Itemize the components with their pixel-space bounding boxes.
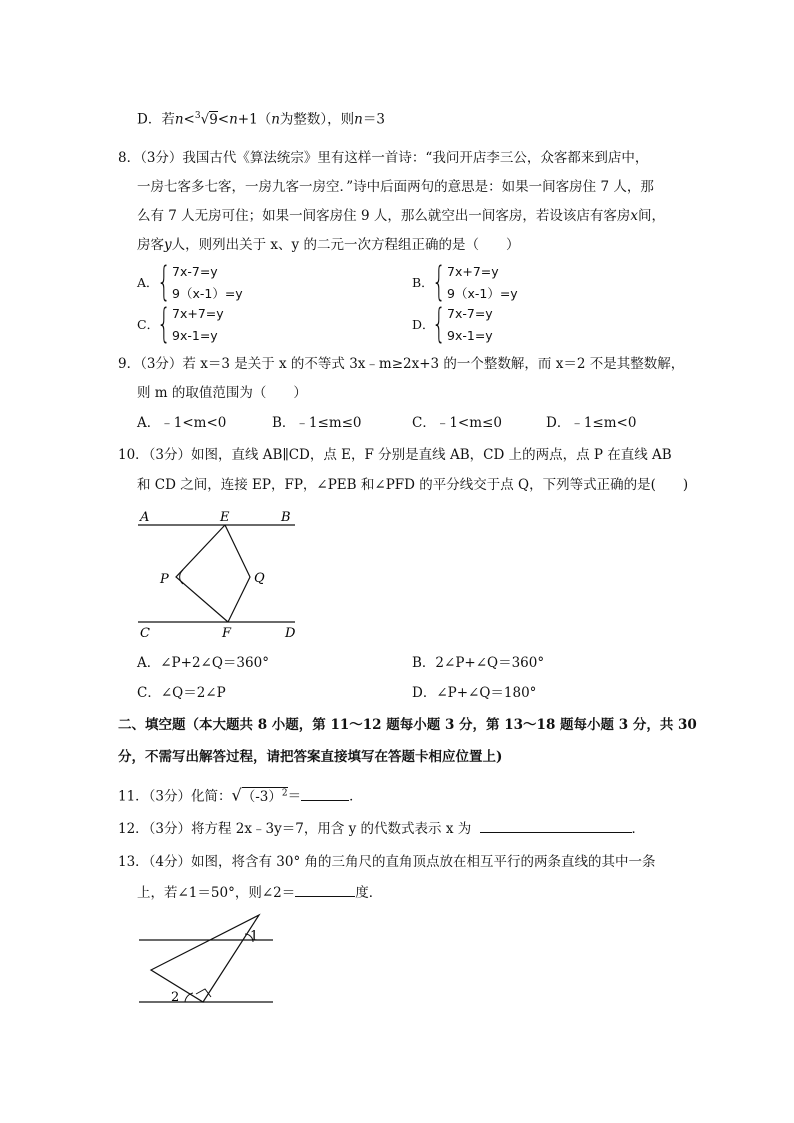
label-b: B: [281, 510, 291, 525]
q7-d-eq: ＝3: [362, 111, 385, 128]
q7-d-var2: n: [229, 111, 238, 128]
cube-root-sign: √: [200, 111, 210, 128]
q8-option-b[interactable]: [412, 259, 662, 306]
q8-line-4: [137, 235, 519, 255]
q8-option-b-label: B．: [412, 275, 434, 290]
q10-line-2: 和 CD 之间，连接 EP，FP，∠PEB 和∠PFD 的平分线交于点 Q，下列等式正确的是( ): [137, 477, 689, 493]
q13-figure: [135, 912, 280, 1012]
label-p: P: [160, 572, 169, 587]
q13-line-1: 13．（4分）如图，将含有 30° 角的三角尺的直角顶点放在相互平行的两条直线的其中一条: [118, 854, 656, 870]
q7-d-var3: n: [271, 111, 280, 128]
q8-option-c[interactable]: [137, 301, 387, 348]
q10-option-b[interactable]: B．2∠P+∠Q＝360°: [412, 655, 545, 671]
q7-d-plus1: +1（: [237, 111, 272, 128]
q8-line-3-end: 间，: [637, 208, 665, 224]
section-2-heading-line-1: 二、填空题（本大题共 8 小题，第 11～12 题每小题 3 分，第 13～18 题每小题 3 分，共 30: [118, 717, 697, 733]
q12: [118, 818, 645, 839]
brace-icon: {: [157, 259, 171, 305]
q8-line-3-text: 么有 7 人无房可住；如果一间客房住 9 人，那么就空出一间客房，若设该店有客房: [137, 208, 631, 224]
q7-d-lt: <: [183, 111, 195, 128]
q10-option-a[interactable]: A．∠P+2∠Q＝360°: [137, 655, 269, 671]
q8-option-b-eq1: 7x+7=y: [447, 264, 499, 279]
cube-root-index: 3: [194, 111, 201, 121]
section-2-heading-line-2: 分，不需写出解答过程，请把答案直接填写在答题卡相应位置上): [118, 749, 503, 765]
q8-option-b-eq2: 9（x-1）=y: [447, 286, 518, 301]
q8-option-c-label: C．: [137, 317, 160, 332]
q9-option-a[interactable]: A．﹣1<m<0: [137, 415, 227, 431]
label-e: E: [220, 510, 230, 525]
label-a: A: [140, 510, 150, 525]
q8-line-2: 一房七客多七客，一房九客一房空．”诗中后面两句的意思是：如果一间客房住 7 人，那: [137, 179, 654, 195]
q7-d-lt2: <: [217, 111, 230, 128]
q8-option-d[interactable]: [412, 301, 662, 348]
q13-line-2: [137, 882, 382, 903]
q12-answer-blank[interactable]: [480, 818, 632, 833]
q13-answer-blank[interactable]: [295, 882, 355, 897]
q8-option-d-label: D．: [412, 317, 435, 332]
q7-option-d: [137, 106, 385, 130]
q11-radicand-group: [242, 787, 288, 805]
q10-figure: [130, 505, 310, 645]
q7-d-var4: n: [354, 111, 363, 128]
segments-ep-pf: [176, 525, 228, 622]
q8-var-x: x: [630, 208, 638, 224]
q9-option-b[interactable]: B．﹣1≤m≤0: [272, 415, 362, 431]
segments-eq-qf: [225, 525, 250, 622]
q13-line-2-b: 度．: [355, 885, 383, 901]
label-f: F: [222, 626, 232, 641]
q11-end: ．: [349, 788, 363, 805]
q9-line-2: 则 m 的取值范围为（ ）: [137, 385, 307, 401]
q10-option-d[interactable]: D．∠P+∠Q＝180°: [412, 685, 537, 701]
q8-option-d-eq1: 7x-7=y: [447, 306, 493, 321]
label-angle-2: 2: [171, 990, 180, 1005]
angle-2-arc: [185, 993, 193, 1002]
q9-option-c[interactable]: C．﹣1<m≤0: [412, 415, 502, 431]
q8-option-c-eq2: 9x-1=y: [172, 328, 218, 343]
q9-option-d[interactable]: D．﹣1≤m<0: [546, 415, 637, 431]
q8-option-a-label: A．: [137, 275, 159, 290]
label-d: D: [285, 626, 296, 641]
q13-line-2-a: 上，若∠1＝50°，则∠2＝: [137, 885, 296, 901]
label-c: C: [140, 626, 150, 641]
q11-prefix: 11．（3分）化简：: [118, 788, 232, 805]
q8-option-d-eq2: 9x-1=y: [447, 328, 493, 343]
sqrt-sign: √: [231, 785, 242, 805]
q11-answer-blank[interactable]: [301, 786, 349, 801]
q11-radicand: （-3）: [241, 788, 282, 805]
brace-icon: {: [432, 301, 446, 347]
cube-root-radicand: 9: [209, 111, 218, 128]
q7-d-int: 为整数），则: [279, 111, 355, 128]
q12-end: ．: [631, 821, 646, 837]
q10-option-c[interactable]: C．∠Q＝2∠P: [137, 685, 226, 701]
q11-exponent: 2: [281, 788, 288, 798]
q9-line-1: 9．（3分）若 x＝3 是关于 x 的不等式 3x﹣m≥2x+3 的一个整数解，而 x＝2 不是其整数解，: [118, 356, 685, 372]
q8-line-1: 8．（3分）我国古代《算法统宗》里有这样一首诗：“我问开店李三公，众客都来到店中，: [118, 150, 649, 166]
label-angle-1: 1: [250, 929, 259, 944]
q8-line-3: [137, 206, 665, 226]
q8-option-c-eq1: 7x+7=y: [172, 306, 224, 321]
q12-text: 12．（3分）将方程 2x﹣3y＝7，用含 y 的代数式表示 x 为: [118, 821, 472, 837]
q8-option-a[interactable]: [137, 259, 387, 306]
brace-icon: {: [157, 301, 171, 347]
q8-line-4-b: 人，则列出关于 x、y 的二元一次方程组正确的是（ ）: [171, 237, 520, 253]
q11: [118, 783, 363, 807]
q8-line-4-a: 房客: [137, 237, 164, 253]
q8-option-a-eq2: 9（x-1）=y: [172, 286, 243, 301]
label-q: Q: [254, 571, 265, 586]
q10-line-1: 10．（3分）如图，直线 AB∥CD，点 E，F 分别是直线 AB，CD 上的两点，点 P 在直线 AB: [118, 447, 672, 463]
q7-d-prefix: D．若: [137, 111, 175, 128]
q8-option-a-eq1: 7x-7=y: [172, 264, 218, 279]
q11-equals: ＝: [287, 788, 302, 805]
brace-icon: {: [432, 259, 446, 305]
q7-d-var: n: [174, 111, 184, 128]
q8-var-y: y: [164, 237, 172, 253]
